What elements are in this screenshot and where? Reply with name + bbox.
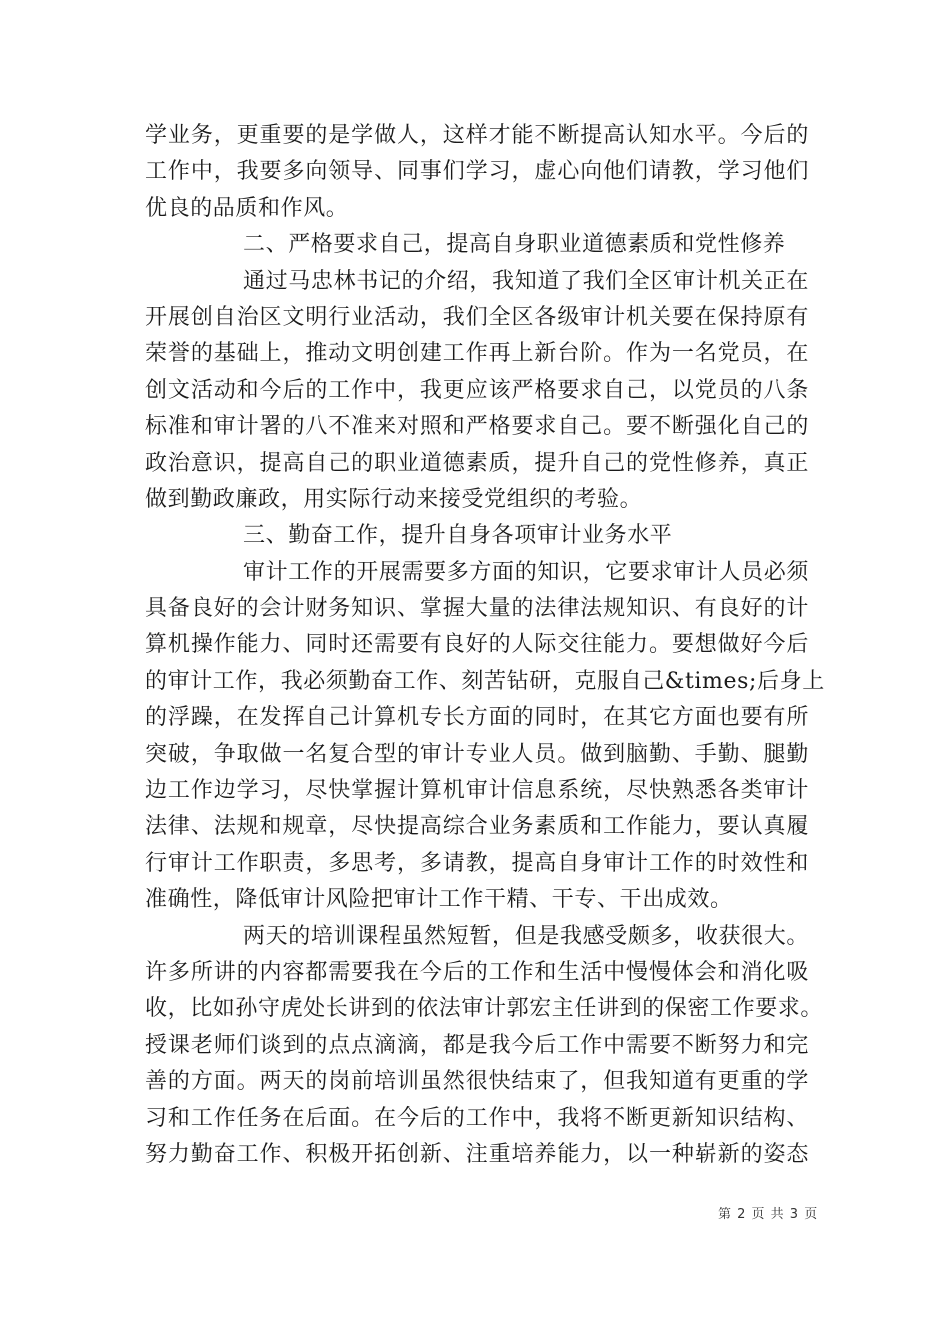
- text-line: 政治意识，提高自己的职业道德素质，提升自己的党性修养，真正: [145, 450, 809, 476]
- text-line: 工作中，我要多向领导、同事们学习，虚心向他们请教，学习他们: [145, 159, 809, 185]
- text-line: 边工作边学习，尽快掌握计算机审计信息系统，尽快熟悉各类审计: [145, 778, 809, 804]
- text-line: 习和工作任务在后面。在今后的工作中，我将不断更新知识结构、: [145, 1105, 809, 1131]
- text-line: 荣誉的基础上，推动文明创建工作再上新台阶。作为一名党员，在: [145, 341, 809, 367]
- text-line: 准确性，降低审计风险把审计工作干精、干专、干出成效。: [145, 887, 733, 913]
- text-line: 的审计工作，我必须勤奋工作、刻苦钻研，克服自己&times;后身上: [145, 668, 825, 694]
- text-line: 两天的培训课程虽然短暂，但是我感受颇多，收获很大。: [243, 923, 809, 949]
- text-line: 努力勤奋工作、积极开拓创新、注重培养能力，以一种崭新的姿态: [145, 1141, 809, 1167]
- text-line: 标准和审计署的八不准来对照和严格要求自己。要不断强化自己的: [145, 414, 809, 440]
- text-line: 审计工作的开展需要多方面的知识，它要求审计人员必须: [243, 559, 809, 585]
- text-line: 的浮躁，在发挥自己计算机专长方面的同时，在其它方面也要有所: [145, 705, 809, 731]
- page-number-footer: 第 2 页 共 3 页: [718, 1207, 819, 1222]
- text-line: 法律、法规和规章，尽快提高综合业务素质和工作能力，要认真履: [145, 814, 809, 840]
- text-line: 收，比如孙守虎处长讲到的依法审计郭宏主任讲到的保密工作要求。: [145, 996, 824, 1022]
- section-heading: 二、严格要求自己，提高自身职业道德素质和党性修养: [243, 232, 786, 258]
- text-line: 学业务，更重要的是学做人，这样才能不断提高认知水平。今后的: [145, 123, 809, 148]
- document-body: [145, 118, 825, 1173]
- text-line: 善的方面。两天的岗前培训虽然很快结束了，但我知道有更重的学: [145, 1069, 809, 1095]
- text-line: 具备良好的会计财务知识、掌握大量的法律法规知识、有良好的计: [145, 596, 809, 622]
- text-line: 做到勤政廉政，用实际行动来接受党组织的考验。: [145, 486, 643, 512]
- text-line: 突破，争取做一名复合型的审计专业人员。做到脑勤、手勤、腿勤: [145, 741, 809, 767]
- text-line: 通过马忠林书记的介绍，我知道了我们全区审计机关正在: [243, 268, 809, 294]
- section-heading: 三、勤奋工作，提升自身各项审计业务水平: [243, 523, 673, 549]
- text-line: 创文活动和今后的工作中，我更应该严格要求自己，以党员的八条: [145, 377, 809, 403]
- text-line: 优良的品质和作风。: [145, 195, 349, 221]
- text-line: 算机操作能力、同时还需要有良好的人际交往能力。要想做好今后: [145, 632, 809, 658]
- text-line: 授课老师们谈到的点点滴滴，都是我今后工作中需要不断努力和完: [145, 1032, 809, 1058]
- text-line: 许多所讲的内容都需要我在今后的工作和生活中慢慢体会和消化吸: [145, 959, 809, 985]
- text-line: 行审计工作职责，多思考，多请教，提高自身审计工作的时效性和: [145, 850, 809, 876]
- text-line: 开展创自治区文明行业活动，我们全区各级审计机关要在保持原有: [145, 304, 809, 330]
